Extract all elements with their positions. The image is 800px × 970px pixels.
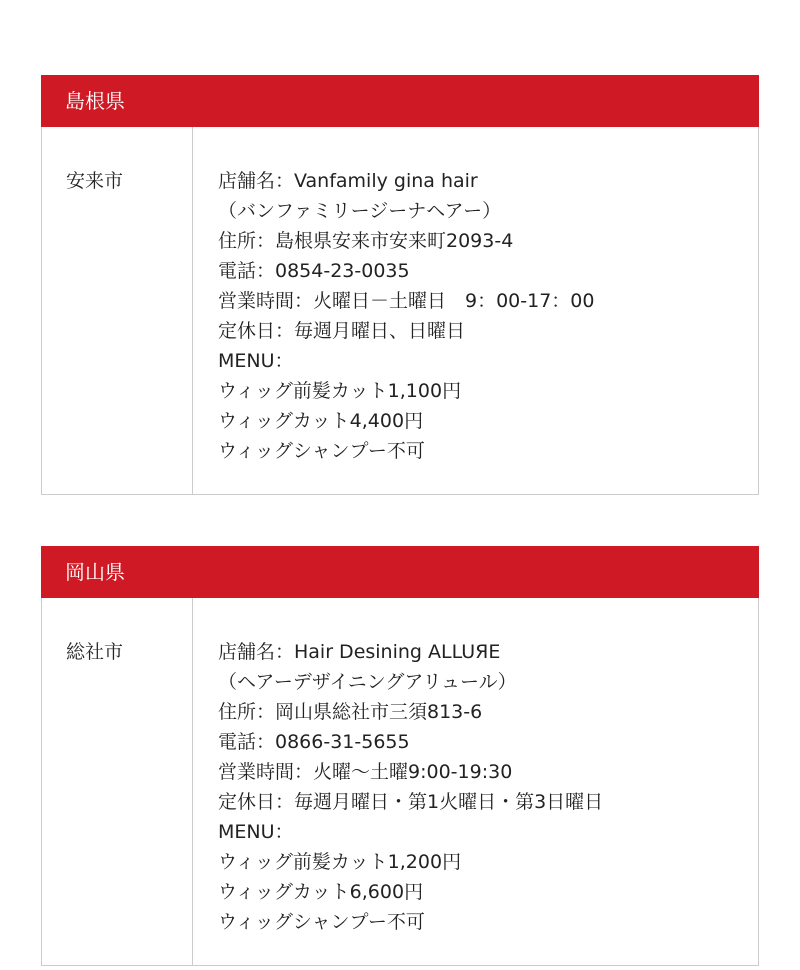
shop-closed-days: 定休日：毎週月曜日、日曜日 — [218, 320, 466, 342]
shop-hours: 営業時間：火曜～土曜9:00-19:30 — [218, 761, 513, 783]
shop-hours: 営業時間：火曜日－土曜日 9：00-17：00 — [218, 290, 595, 312]
prefecture-section-okayama — [41, 546, 759, 966]
shop-address: 住所：島根県安来市安来町2093-4 — [218, 230, 514, 252]
shop-info-cell — [193, 598, 758, 965]
menu-heading: MENU： — [218, 821, 294, 843]
shop-name-kana: （ヘアーデザイニングアリュール） — [218, 671, 517, 693]
shop-name: 店舗名：Hair Desining ALLUЯE — [218, 641, 501, 663]
shop-info-cell — [193, 127, 758, 494]
shop-name-kana: （バンファミリージーナヘアー） — [218, 200, 502, 222]
prefecture-section-shimane — [41, 75, 759, 495]
menu-item: ウィッグカット6,600円 — [218, 881, 424, 903]
shop-address: 住所：岡山県総社市三須813-6 — [218, 701, 483, 723]
city-cell: 総社市 — [42, 598, 193, 965]
shop-closed-days: 定休日：毎週月曜日・第1火曜日・第3日曜日 — [218, 791, 604, 813]
shop-name: 店舗名：Vanfamily gina hair — [218, 170, 478, 192]
shop-phone: 電話：0854-23-0035 — [218, 260, 410, 282]
prefecture-header: 島根県 — [41, 75, 759, 127]
menu-item: ウィッグシャンプー不可 — [218, 911, 425, 933]
menu-item: ウィッグ前髪カット1,200円 — [218, 851, 462, 873]
city-cell: 安来市 — [42, 127, 193, 494]
shop-table — [41, 598, 759, 966]
shop-phone: 電話：0866-31-5655 — [218, 731, 410, 753]
menu-item: ウィッグ前髪カット1,100円 — [218, 380, 462, 402]
shop-table — [41, 127, 759, 495]
prefecture-header: 岡山県 — [41, 546, 759, 598]
menu-heading: MENU： — [218, 350, 294, 372]
menu-item: ウィッグカット4,400円 — [218, 410, 424, 432]
menu-item: ウィッグシャンプー不可 — [218, 440, 425, 462]
